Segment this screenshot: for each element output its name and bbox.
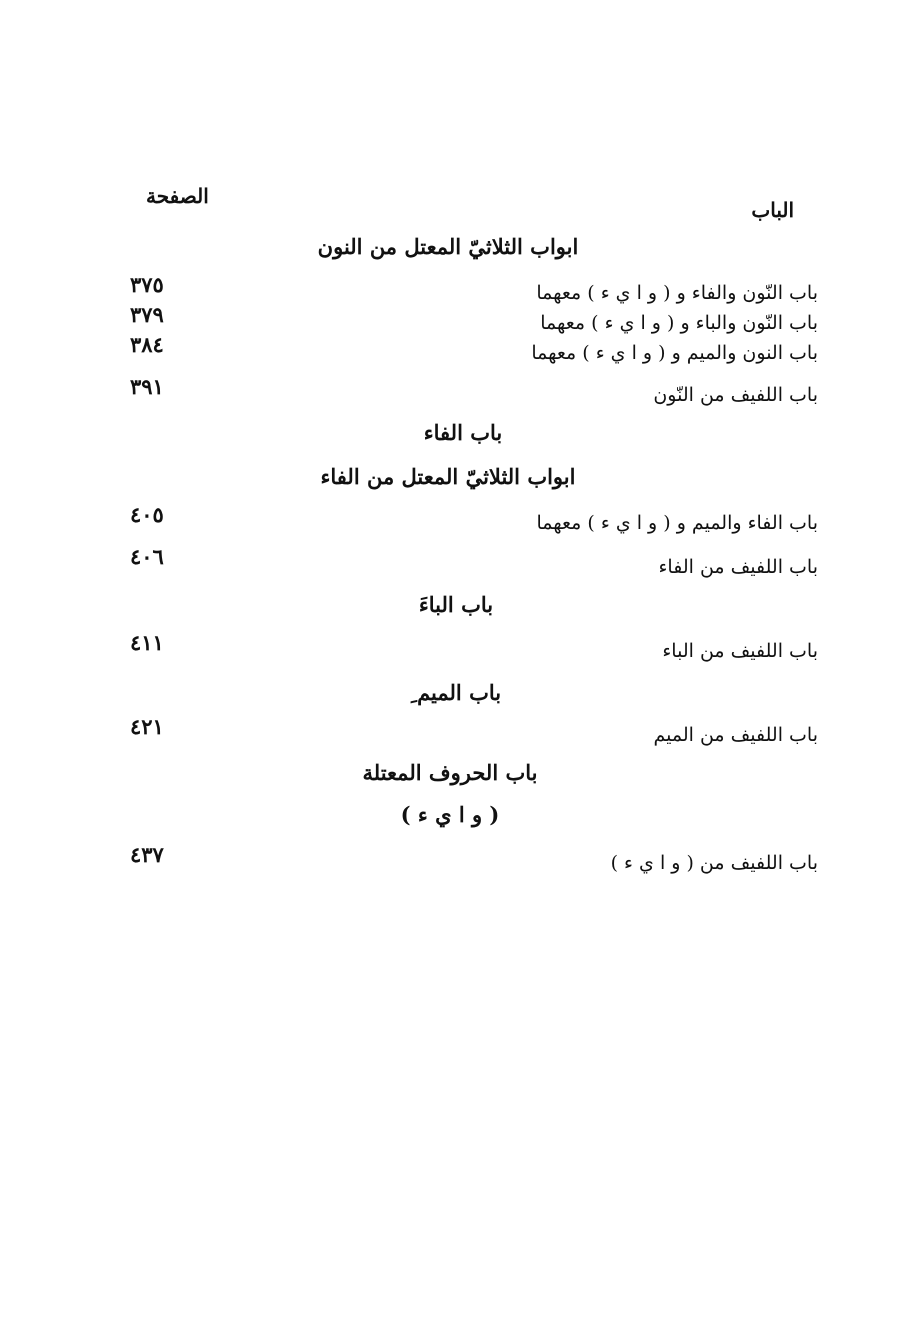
- toc-entry-title: باب اللفيف من النّون: [653, 384, 818, 406]
- toc-entry-page: ٤٠٦: [130, 544, 164, 569]
- toc-entry-page: ٣٨٤: [130, 332, 164, 357]
- toc-entry-title: باب النّون والباء و ( و ا ي ء ) معهما: [540, 312, 818, 334]
- section-heading: باب الفاء: [423, 420, 503, 445]
- toc-entry-title: باب اللفيف من الفاء: [658, 556, 818, 578]
- toc-entry-page: ٤٣٧: [130, 842, 164, 867]
- toc-entry-title: باب اللفيف من الباء: [662, 640, 818, 662]
- toc-entry-title: باب اللفيف من الميم: [653, 724, 818, 746]
- section-heading: باب الباءَ: [418, 592, 494, 617]
- toc-entry-page: ٤١١: [130, 630, 164, 655]
- chapter-column-header: الباب: [751, 198, 794, 222]
- toc-entry-title: باب النّون والفاء و ( و ا ي ء ) معهما: [536, 282, 818, 304]
- page-column-header: الصفحة: [146, 184, 209, 208]
- toc-entry-page: ٤٠٥: [130, 502, 164, 527]
- section-heading: ابواب الثلاثيّ المعتل من النون: [317, 234, 579, 259]
- toc-entry-page: ٣٧٥: [130, 272, 164, 297]
- toc-entry-page: ٣٧٩: [130, 302, 164, 327]
- toc-entry-page: ٤٢١: [130, 714, 164, 739]
- section-heading: ابواب الثلاثيّ المعتل من الفاء: [320, 464, 576, 489]
- toc-entry-title: باب الفاء والميم و ( و ا ي ء ) معهما: [536, 512, 818, 534]
- toc-entry-title: باب النون والميم و ( و ا ي ء ) معهما: [531, 342, 818, 364]
- section-heading: باب الميم ِ: [410, 680, 502, 705]
- toc-entry-page: ٣٩١: [130, 374, 164, 399]
- section-heading: باب الحروف المعتلة: [362, 760, 538, 785]
- toc-entry-title: باب اللفيف من ( و ا ي ء ): [610, 852, 818, 874]
- section-heading: ( و ا ي ء ): [400, 802, 500, 827]
